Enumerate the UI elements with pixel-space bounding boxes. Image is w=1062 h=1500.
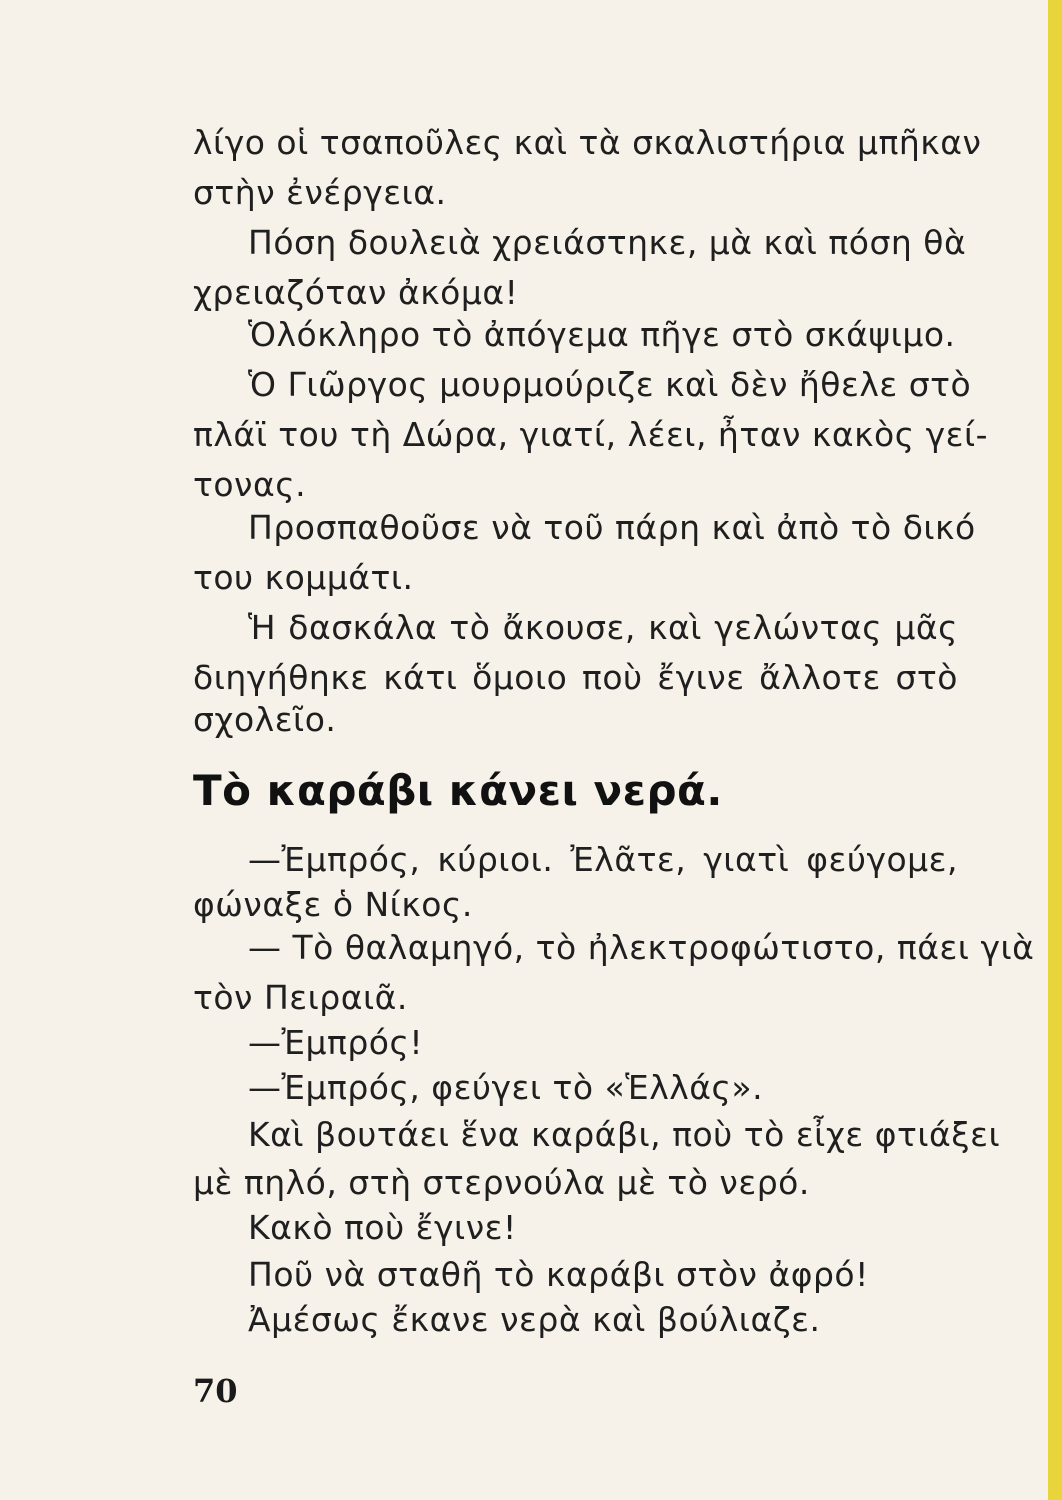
- text-line: —Ἐμπρός!: [248, 1023, 424, 1062]
- text-line: χρειαζόταν ἀκόμα!: [193, 273, 519, 312]
- text-line: Ἡ δασκάλα τὸ ἄκουσε, καὶ γελώντας μᾶς: [248, 608, 958, 647]
- text-line: σχολεῖο.: [193, 700, 337, 739]
- text-line: Ὁλόκληρο τὸ ἀπόγεμα πῆγε στὸ σκάψιμο.: [248, 315, 956, 354]
- text-line: — Τὸ θαλαμηγό, τὸ ἠλεκτροφώτιστο, πάει γιὰ: [248, 928, 1035, 967]
- section-heading: Τὸ καράβι κάνει νερά.: [193, 766, 723, 815]
- text-line: του κομμάτι.: [193, 558, 414, 597]
- text-line: Κακὸ ποὺ ἔγινε!: [248, 1208, 517, 1247]
- text-line: Πόση δουλειὰ χρειάστηκε, μὰ καὶ πόση θὰ: [248, 223, 967, 262]
- page-edge: [1048, 0, 1062, 1500]
- text-line: στὴν ἐνέργεια.: [193, 173, 447, 212]
- text-line: Καὶ βουτάει ἕνα καράβι, ποὺ τὸ εἶχε φτιάξει: [248, 1115, 1001, 1154]
- text-line: Ὁ Γιῶργος μουρμούριζε καὶ δὲν ἤθελε στὸ: [248, 365, 972, 404]
- text-line: Ἀμέσως ἔκανε νερὰ καὶ βούλιαζε.: [248, 1300, 821, 1339]
- page-number: 70: [193, 1372, 238, 1410]
- text-line: —Ἐμπρός, φεύγει τὸ «Ἑλλάς».: [248, 1068, 764, 1107]
- text-line: τὸν Πειραιᾶ.: [193, 978, 408, 1017]
- text-line: —Ἐμπρός, κύριοι. Ἐλᾶτε, γιατὶ φεύγομε,: [248, 840, 958, 879]
- text-line: μὲ πηλό, στὴ στερνούλα μὲ τὸ νερό.: [193, 1163, 810, 1202]
- text-line: πλάϊ του τὴ Δώρα, γιατί, λέει, ἦταν κακὸς γεί-: [193, 415, 989, 454]
- text-line: φώναξε ὁ Νίκος.: [193, 885, 473, 924]
- text-line: Ποῦ νὰ σταθῆ τὸ καράβι στὸν ἀφρό!: [248, 1255, 869, 1294]
- text-line: λίγο οἱ τσαποῦλες καὶ τὰ σκαλιστήρια μπῆκαν: [193, 123, 982, 162]
- text-line: τονας.: [193, 465, 307, 504]
- text-line: Προσπαθοῦσε νὰ τοῦ πάρη καὶ ἀπὸ τὸ δικό: [248, 508, 976, 547]
- text-line: διηγήθηκε κάτι ὅμοιο ποὺ ἔγινε ἄλλοτε στὸ: [193, 658, 958, 697]
